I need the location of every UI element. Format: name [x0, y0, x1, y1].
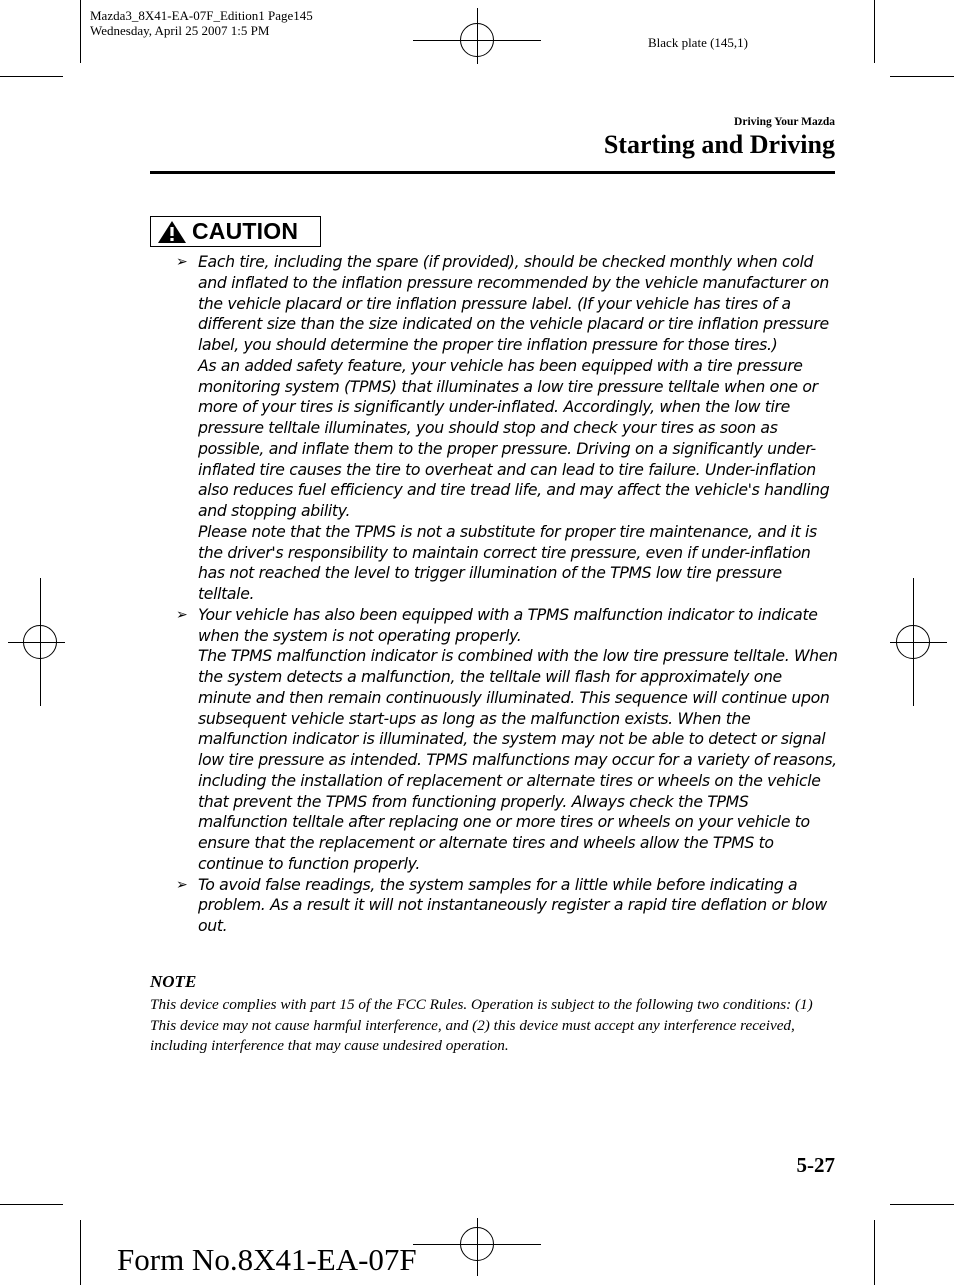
page-number: 5-27	[796, 1153, 835, 1177]
caution-paragraph: Please note that the TPMS is not a substitute for proper tire maintenance, and it is the driver's responsibility to maintain correct tire pressure, even if under-inflation has not reached the level to trigger illumination of the TPMS low tire pressure telltale.	[198, 521, 817, 603]
caution-box	[150, 216, 321, 247]
caution-item	[176, 875, 838, 937]
print-meta-line2: Wednesday, April 25 2007 1:5 PM	[90, 23, 270, 38]
page-title: Starting and Driving	[603, 130, 835, 159]
bullet-arrow-icon: ➢	[176, 606, 188, 623]
warning-triangle-icon	[157, 220, 187, 244]
note-text: This device complies with part 15 of the FCC Rules. Operation is subject to the following two conditions: (1) This device may not cause harmful interference, and (2) this device must accept any interference received, including interference that may cause undesired operation.	[150, 996, 813, 1054]
caution-paragraph: To avoid false readings, the system samples for a little while before indicating a problem. As a result it will not instantaneously register a rapid tire deflation or blow out.	[198, 874, 827, 935]
caution-paragraph: Your vehicle has also been equipped with a TPMS malfunction indicator to indicate when the system is not operating properly.	[198, 604, 818, 645]
caution-list	[176, 252, 838, 937]
bullet-arrow-icon: ➢	[176, 254, 188, 270]
form-number: Form No.8X41-EA-07F	[117, 1242, 417, 1277]
bullet-arrow-icon: ➢	[176, 876, 188, 893]
plate-label: Black plate (145,1)	[648, 35, 748, 50]
print-meta-line1: Mazda3_8X41-EA-07F_Edition1 Page145	[90, 8, 313, 23]
header-rule	[150, 171, 835, 174]
caution-paragraph: Each tire, including the spare (if provided), should be checked monthly when cold and inflated to the inflation pressure recommended by the vehicle manufacturer on the vehicle placard or tire inflation pressure label. (If your vehicle has tires of a different size than the size indicated on the vehicle placard or tire inflation pressure label, you should determine the proper tire inflation pressure for those tires.)	[198, 252, 829, 354]
print-meta	[90, 8, 313, 38]
caution-label: CAUTION	[192, 218, 299, 244]
caution-item	[176, 252, 838, 605]
caution-item	[176, 605, 838, 875]
chapter-title: Driving Your Mazda	[734, 116, 835, 128]
caution-paragraph: The TPMS malfunction indicator is combined with the low tire pressure telltale. When the system detects a malfunction, the telltale will flash for approximately one minute and then remain continuously illuminated. This sequence will continue upon subsequent vehicle start-ups as long as the malfunction exists. When the malfunction indicator is illuminated, the system may not be able to detect or signal low tire pressure as intended. TPMS malfunctions may occur for a variety of reasons, including the installation of replacement or alternate tires or wheels on the vehicle that prevent the TPMS from functioning properly. Always check the TPMS malfunction telltale after replacing one or more tires or wheels on your vehicle to ensure that the replacement or alternate tires and wheels allow the TPMS to continue to function properly.	[198, 646, 838, 873]
caution-paragraph: As an added safety feature, your vehicle has been equipped with a tire pressure monitoring system (TPMS) that illuminates a low tire pressure telltale when one or more of your tires is significantly under-inflated. Accordingly, when the low tire pressure telltale illuminates, you should stop and check your tires as soon as possible, and inflate them to the proper pressure. Driving on a significantly under-inflated tire causes the tire to overheat and can lead to tire failure. Under-inflation also reduces fuel efficiency and tire tread life, and may affect the vehicle's handling and stopping ability.	[198, 355, 830, 520]
note-title: NOTE	[150, 972, 197, 991]
